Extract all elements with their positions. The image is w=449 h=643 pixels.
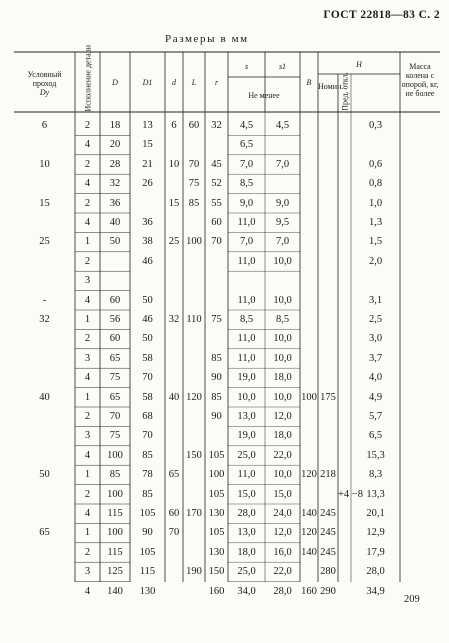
cell-D: 50 (109, 236, 121, 248)
cell-s: 11,0 (237, 333, 256, 345)
cell-s1: 22,0 (273, 566, 292, 578)
header-not-less (228, 91, 300, 100)
header-dev: Пред. откл. (340, 72, 349, 111)
cell-s: 7,0 (239, 236, 254, 248)
cell-s: 25,0 (237, 566, 256, 578)
cell-D1: 85 (142, 449, 153, 461)
header-D1-line: D1 (142, 78, 153, 87)
cell-L: 110 (186, 314, 202, 325)
cell-D1: 85 (142, 488, 153, 500)
cell-v: 4 (84, 508, 91, 519)
cell-s1: 9,0 (275, 197, 290, 209)
cell-dy: - (42, 294, 47, 306)
cell-r: 150 (208, 566, 225, 578)
cell-v: 4 (84, 585, 91, 597)
cell-r: 60 (211, 217, 222, 228)
cell-v: 2 (84, 411, 91, 422)
cell-r: 100 (208, 469, 225, 481)
cell-d: 32 (168, 314, 180, 325)
cell-m: 15,3 (366, 449, 385, 461)
cell-s1: 12,0 (273, 411, 292, 422)
cell-D: 140 (107, 585, 123, 597)
cell-D1: 21 (142, 158, 153, 170)
cell-D1: 105 (139, 546, 156, 558)
cell-D: 20 (109, 139, 121, 151)
cell-D1: 90 (142, 527, 153, 539)
header-s1 (265, 62, 300, 71)
cell-r: 105 (208, 449, 225, 461)
cell-s: 6,5 (239, 139, 254, 151)
cell-v: 2 (84, 488, 91, 500)
cell-s: 11,0 (237, 469, 256, 481)
cell-dy: 32 (39, 314, 50, 325)
header-d (165, 78, 183, 87)
cell-s1: 10,0 (273, 352, 292, 364)
cell-dy: 65 (39, 527, 50, 539)
header-L-line: L (191, 78, 197, 87)
cell-s: 15,0 (237, 488, 256, 500)
cell-s: 9,0 (239, 197, 254, 209)
cell-s1: 10,0 (273, 333, 292, 345)
cell-nom: 245 (320, 527, 336, 539)
cell-s: 8,5 (239, 314, 254, 325)
cell-s: 19,0 (237, 372, 256, 384)
cell-s: 19,0 (237, 430, 256, 442)
header-dy (14, 70, 75, 97)
cell-v: 3 (84, 566, 91, 578)
cell-m: 3,7 (368, 352, 383, 364)
cell-m: 1,0 (368, 197, 383, 209)
cell-s1: 10,0 (273, 391, 292, 403)
cell-r: 75 (211, 314, 222, 325)
cell-dy: 15 (39, 197, 50, 209)
cell-dy: 6 (41, 120, 48, 131)
cell-D1: 70 (142, 430, 153, 442)
cell-s: 11,0 (237, 294, 256, 306)
cell-s: 7,0 (239, 158, 254, 170)
cell-d: 65 (168, 469, 180, 481)
cell-D1: 46 (142, 255, 153, 267)
cell-D1: 46 (142, 314, 153, 325)
cell-s1: 18,0 (273, 430, 292, 442)
cell-D1: 70 (142, 372, 153, 384)
cell-s: 13,0 (237, 411, 256, 422)
cell-v: 3 (84, 430, 91, 442)
cell-dy: 10 (39, 158, 50, 170)
cell-m: 4,0 (368, 372, 383, 384)
cell-D1: 105 (139, 508, 156, 519)
cell-L: 120 (186, 391, 202, 403)
cell-D: 18 (109, 120, 121, 131)
cell-v: 2 (84, 158, 91, 170)
cell-s: 18,0 (237, 546, 256, 558)
cell-r: 160 (208, 585, 225, 597)
header-B-line: B (306, 78, 312, 87)
cell-L: 75 (188, 178, 200, 190)
cell-D: 115 (107, 546, 123, 558)
header-mass-line: Масса (409, 62, 431, 71)
header-B (300, 78, 318, 87)
cell-D: 125 (107, 566, 123, 578)
cell-B: 120 (301, 527, 317, 539)
cell-D1: 15 (142, 139, 153, 151)
cell-D: 75 (109, 372, 121, 384)
cell-d: 15 (168, 197, 180, 209)
cell-s: 13,0 (237, 527, 256, 539)
cell-B: 140 (301, 508, 317, 519)
cell-m: 3,0 (368, 333, 383, 345)
cell-v: 1 (84, 391, 91, 403)
cell-r: 130 (208, 546, 225, 558)
header-r-line: r (214, 78, 219, 87)
cell-m: 1,5 (368, 236, 383, 248)
cell-r: 70 (211, 236, 222, 248)
cell-L: 190 (186, 566, 202, 578)
cell-B: 120 (301, 469, 317, 481)
cell-v: 4 (84, 178, 91, 190)
cell-m: 5,7 (368, 411, 383, 422)
cell-s: 8,5 (239, 178, 254, 190)
cell-s1: 7,0 (275, 158, 290, 170)
cell-nom: 175 (320, 391, 336, 403)
cell-s1: 12,0 (273, 527, 292, 539)
cell-s1: 15,0 (273, 488, 292, 500)
cell-D1: 68 (142, 411, 153, 422)
cell-D: 60 (109, 333, 121, 345)
cell-s1: 10,0 (273, 294, 292, 306)
cell-r: 45 (211, 158, 222, 170)
cell-nom: 245 (320, 508, 336, 519)
header-r (205, 78, 228, 87)
cell-nom: 245 (320, 546, 336, 558)
cell-m: 0,8 (368, 178, 383, 190)
cell-s1: 10,0 (273, 255, 292, 267)
cell-v: 1 (84, 527, 91, 539)
cell-s1: 18,0 (273, 372, 292, 384)
cell-r: 85 (211, 352, 222, 364)
cell-r: 32 (211, 120, 222, 131)
cell-v: 2 (84, 197, 91, 209)
cell-m: 2,0 (368, 255, 383, 267)
cell-s1: 8,5 (275, 314, 290, 325)
cell-D: 100 (107, 449, 123, 461)
header-mass-line: колена с (405, 71, 435, 80)
header-s (228, 62, 265, 71)
cell-m: 3,1 (368, 294, 383, 306)
cell-m: 34,9 (366, 585, 385, 597)
cell-r: 130 (208, 508, 225, 519)
cell-D: 28 (109, 158, 121, 170)
cell-r: 52 (211, 178, 222, 190)
cell-B: 140 (301, 546, 317, 558)
cell-s: 4,5 (239, 120, 254, 131)
cell-m: 1,3 (368, 217, 383, 228)
cell-D: 56 (109, 314, 121, 325)
cell-r: 105 (208, 488, 225, 500)
cell-D: 65 (109, 352, 121, 364)
cell-dy: 40 (39, 391, 50, 403)
cell-D1: 58 (142, 391, 153, 403)
cell-D1: 58 (142, 352, 153, 364)
standard-header: ГОСТ 22818—83 С. 2 (323, 9, 440, 21)
cell-s1: 10,0 (273, 469, 292, 481)
cell-s: 25,0 (237, 449, 256, 461)
cell-v: 1 (84, 314, 91, 325)
cell-v: 3 (84, 352, 91, 364)
cell-L: 150 (186, 449, 202, 461)
cell-s: 11,0 (237, 352, 256, 364)
cell-v: 4 (84, 139, 91, 151)
cell-D: 100 (107, 488, 123, 500)
cell-s1: 22,0 (273, 449, 292, 461)
cell-D: 75 (109, 430, 121, 442)
cell-D1: 115 (139, 566, 156, 578)
cell-L: 170 (186, 508, 202, 519)
cell-v: 1 (84, 469, 91, 481)
cell-D1: 38 (142, 236, 153, 248)
header-s1-line: s1 (278, 62, 287, 71)
cell-m: 20,1 (366, 508, 385, 519)
cell-D1: 50 (142, 333, 153, 345)
header-mass (400, 62, 440, 98)
cell-s: 28,0 (237, 508, 256, 519)
table-caption: Размеры в мм (165, 33, 249, 45)
cell-D1: 50 (142, 294, 153, 306)
cell-D: 60 (109, 294, 121, 306)
header-mass-line: не более (405, 89, 435, 98)
cell-D1: 13 (142, 120, 153, 131)
cell-B: 160 (301, 585, 317, 597)
header-D (100, 78, 130, 87)
cell-v: 4 (84, 449, 91, 461)
cell-D1: 26 (142, 178, 153, 190)
header-L (183, 78, 205, 87)
cell-m: 13,3 (366, 488, 385, 500)
header-d-line: d (172, 78, 176, 87)
cell-v: 4 (84, 372, 91, 384)
cell-r: 85 (211, 391, 222, 403)
cell-m: 12,9 (366, 527, 385, 539)
cell-D: 65 (109, 391, 121, 403)
cell-m: 4,9 (368, 391, 383, 403)
cell-D1: 36 (142, 217, 153, 228)
cell-d: 25 (168, 236, 180, 248)
cell-D: 32 (109, 178, 121, 190)
cell-s: 34,0 (237, 585, 256, 597)
cell-L: 100 (186, 236, 202, 248)
cell-dev: +4 −8 (338, 488, 363, 500)
cell-L: 85 (188, 197, 200, 209)
cell-D: 40 (109, 217, 121, 228)
cell-s: 11,0 (237, 217, 256, 228)
header-dy-line: проход (32, 79, 57, 88)
cell-s1: 4,5 (275, 120, 290, 131)
cell-D1: 130 (139, 585, 156, 597)
cell-D: 100 (107, 527, 123, 539)
cell-d: 40 (168, 391, 180, 403)
cell-r: 105 (208, 527, 225, 539)
cell-v: 2 (84, 120, 91, 131)
header-version: Исполнение детали (83, 44, 92, 112)
cell-v: 4 (84, 217, 91, 228)
cell-v: 2 (84, 333, 91, 345)
cell-v: 1 (84, 236, 91, 248)
cell-s1: 24,0 (273, 508, 292, 519)
cell-d: 10 (168, 158, 180, 170)
cell-s1: 9,5 (275, 217, 290, 228)
cell-m: 17,9 (366, 546, 385, 558)
cell-m: 0,6 (368, 158, 383, 170)
cell-s1: 28,0 (273, 585, 292, 597)
cell-v: 2 (84, 546, 91, 558)
cell-nom: 290 (320, 585, 336, 597)
cell-r: 90 (211, 372, 222, 384)
header-s-line: s (244, 62, 249, 71)
cell-d: 70 (168, 527, 180, 539)
cell-v: 4 (84, 294, 91, 306)
cell-D1: 78 (142, 469, 153, 481)
cell-m: 2,5 (368, 314, 383, 325)
header-dy-line: Условный (27, 70, 62, 79)
cell-v: 2 (84, 255, 91, 267)
cell-d: 60 (168, 508, 180, 519)
cell-L: 70 (188, 158, 200, 170)
cell-dy: 50 (39, 469, 50, 481)
cell-m: 8,3 (368, 469, 383, 481)
header-mass-line: опорой, кг, (401, 80, 439, 89)
cell-s: 11,0 (237, 255, 256, 267)
cell-L: 60 (188, 120, 200, 131)
cell-D: 70 (109, 411, 121, 422)
cell-D: 115 (107, 508, 123, 519)
header-dy-line: Dy (39, 88, 50, 97)
cell-m: 28,0 (366, 566, 385, 578)
cell-s: 10,0 (237, 391, 256, 403)
cell-nom: 218 (320, 469, 336, 481)
header-H (318, 60, 400, 69)
cell-s1: 16,0 (273, 546, 292, 558)
cell-s1: 7,0 (275, 236, 290, 248)
cell-d: 6 (171, 120, 177, 131)
header-not-less-line: Не менее (248, 91, 280, 100)
cell-r: 90 (211, 411, 222, 422)
cell-D: 36 (109, 197, 121, 209)
cell-m: 6,5 (368, 430, 383, 442)
header-nom (318, 82, 344, 91)
cell-m: 0,3 (368, 120, 383, 131)
cell-r: 55 (211, 197, 222, 209)
header-H-line: H (356, 60, 362, 69)
page-number: 209 (404, 594, 420, 605)
cell-dy: 25 (39, 236, 50, 248)
cell-B: 100 (301, 391, 317, 403)
header-D-line: D (112, 78, 118, 87)
cell-nom: 280 (320, 566, 336, 578)
cell-D: 85 (109, 469, 121, 481)
header-D1 (130, 78, 165, 87)
header-nom-line: Номин. (318, 82, 344, 91)
cell-v: 3 (84, 275, 91, 287)
